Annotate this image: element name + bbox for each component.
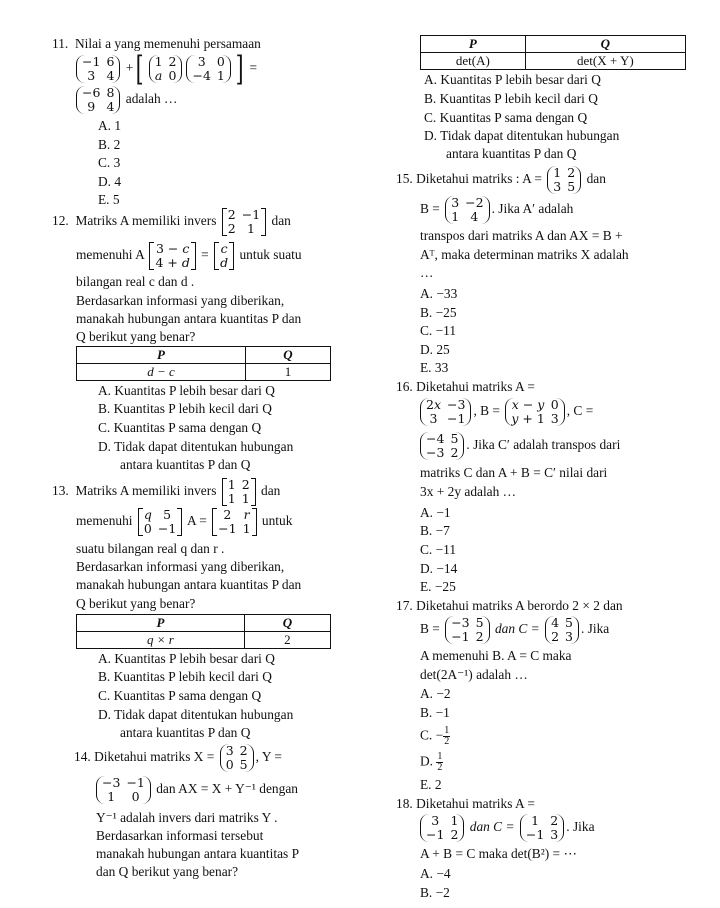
- matrix: −4 5 −3 2: [420, 432, 464, 460]
- matrix: x − y 0 y + 1 3: [505, 398, 564, 426]
- q12-table: [76, 346, 331, 381]
- q18-line3: A + B = C maka det(B²) = ⋯: [420, 846, 577, 861]
- matrix: 3 − c 4 + d: [149, 242, 195, 270]
- matrix: −1 6 3 4: [76, 55, 120, 83]
- q12-option-d[interactable]: D. Tidak dapat ditentukan hubungan: [98, 439, 294, 454]
- q12-line4: Berdasarkan informasi yang diberikan,: [76, 293, 285, 308]
- q12-line2: memenuhi A 3 − c 4 + d = c d untuk suatu: [76, 241, 302, 270]
- q15-option-e[interactable]: E. 33: [420, 360, 449, 375]
- q14-option-d-cont: antara kuantitas P dan Q: [446, 146, 577, 161]
- q13-line6: Q berikut yang benar?: [76, 596, 196, 611]
- matrix: 3 0 −4 1: [186, 55, 230, 83]
- q16-line5: 3x + 2y adalah …: [420, 484, 517, 499]
- q14-option-c[interactable]: C. Kuantitas P sama dengan Q: [424, 110, 588, 125]
- q11-option-a[interactable]: A. 1: [98, 118, 122, 133]
- q12-option-d-cont: antara kuantitas P dan Q: [120, 457, 251, 472]
- q13-line2: memenuhi q 5 0 −1 A = 2 r −1 1 untuk: [76, 507, 293, 536]
- matrix: 1 2 1 1: [222, 478, 256, 506]
- q17-line1: 17. Diketahui matriks A berordo 2 × 2 dan: [396, 598, 623, 613]
- table-header-q: Q: [245, 347, 330, 364]
- matrix: 4 5 2 3: [545, 616, 579, 644]
- fraction: $\frac{1}{2}$: [444, 725, 450, 747]
- q15-option-d[interactable]: D. 25: [420, 342, 450, 357]
- q17-option-a[interactable]: A. −2: [420, 686, 451, 701]
- q15-line3: transpos dari matriks A dan AX = B +: [420, 228, 623, 243]
- q15-option-a[interactable]: A. −33: [420, 286, 458, 301]
- q14-option-a[interactable]: A. Kuantitas P lebih besar dari Q: [424, 72, 601, 87]
- matrix: 2x −3 3 −1: [420, 398, 471, 426]
- fraction: $\frac{1}{2}$: [437, 751, 443, 773]
- q11-option-d[interactable]: D. 4: [98, 174, 122, 189]
- q13-option-b[interactable]: B. Kuantitas P lebih kecil dari Q: [98, 669, 272, 684]
- q16-option-c[interactable]: C. −11: [420, 542, 457, 557]
- q17-option-d[interactable]: D. $\frac{1}{2}$: [420, 751, 443, 773]
- q11-option-e[interactable]: E. 5: [98, 192, 120, 207]
- q13-option-d[interactable]: D. Tidak dapat ditentukan hubungan: [98, 707, 294, 722]
- matrix: 1 2 3 5: [547, 166, 581, 194]
- q13-option-d-cont: antara kuantitas P dan Q: [120, 725, 251, 740]
- table-header-p: P: [421, 36, 526, 53]
- q15-option-c[interactable]: C. −11: [420, 323, 457, 338]
- matrix: 2 r −1 1: [212, 508, 256, 536]
- q14-line2: −3 −1 1 0 dan AX = X + Y⁻¹ dengan: [94, 776, 298, 804]
- q14-line4: Berdasarkan informasi tersebut: [96, 828, 264, 843]
- q13-table: [76, 614, 331, 649]
- q17-option-b[interactable]: B. −1: [420, 705, 450, 720]
- q18-line2: 3 1 −1 2 dan C = 1 2 −1 3 . Jika: [418, 814, 595, 842]
- q17-line2: B = −3 5 −1 2 dan C = 4 5 2 3 . Jika: [420, 615, 610, 644]
- q14-option-b[interactable]: B. Kuantitas P lebih kecil dari Q: [424, 91, 598, 106]
- q18-line1: 18. Diketahui matriks A =: [396, 796, 535, 811]
- matrix: 3 1 −1 2: [420, 814, 464, 842]
- matrix: 1 2 a 0: [149, 55, 183, 83]
- q14-line5: manakah hubungan antara kuantitas P: [96, 846, 300, 861]
- q14-option-d[interactable]: D. Tidak dapat ditentukan hubungan: [424, 128, 620, 143]
- q11-option-c[interactable]: C. 3: [98, 155, 121, 170]
- q12-line5: manakah hubungan antara kuantitas P dan: [76, 311, 302, 326]
- q16-line4: matriks C dan A + B = C′ nilai dari: [420, 465, 608, 480]
- q15-line4: Aᵀ, maka determinan matriks X adalah: [420, 247, 629, 262]
- table-header-p: P: [77, 347, 246, 364]
- q13-line3: suatu bilangan real q dan r .: [76, 541, 225, 556]
- q15-line5: …: [420, 265, 434, 280]
- q14-table: [420, 35, 686, 70]
- q15-line2: B = 3 −2 1 4 . Jika A′ adalah: [420, 195, 574, 224]
- matrix: 3 2 0 5: [220, 744, 254, 772]
- q16-option-a[interactable]: A. −1: [420, 505, 451, 520]
- table-header-p: P: [77, 615, 245, 632]
- table-header-q: Q: [244, 615, 330, 632]
- q15-line1: 15. Diketahui matriks : A = 1 2 3 5 dan: [396, 165, 606, 194]
- table-header-q: Q: [525, 36, 685, 53]
- q17-option-e[interactable]: E. 2: [420, 777, 442, 792]
- q16-option-d[interactable]: D. −14: [420, 561, 458, 576]
- matrix: −3 −1 1 0: [96, 776, 151, 804]
- q17-line3: A memenuhi B. A = C maka: [420, 648, 572, 663]
- q14-line3: Y⁻¹ adalah invers dari matriks Y .: [96, 810, 278, 825]
- q17-line4: det(2A⁻¹) adalah …: [420, 667, 528, 682]
- q12-option-b[interactable]: B. Kuantitas P lebih kecil dari Q: [98, 401, 272, 416]
- table-cell-q: 1: [245, 363, 330, 380]
- q17-option-c[interactable]: C. − $\frac{1}{2}$: [420, 725, 450, 747]
- table-cell-q: det(X + Y): [525, 52, 685, 69]
- table-cell-p: q × r: [77, 631, 245, 648]
- q12-line1: 12. Matriks A memiliki invers 2 −1 2 1 dan: [52, 207, 291, 236]
- q18-option-b[interactable]: B. −2: [420, 885, 450, 900]
- q16-option-e[interactable]: E. −25: [420, 579, 456, 594]
- q13-line4: Berdasarkan informasi yang diberikan,: [76, 559, 285, 574]
- q16-option-b[interactable]: B. −7: [420, 523, 450, 538]
- q13-option-c[interactable]: C. Kuantitas P sama dengan Q: [98, 688, 262, 703]
- q12-option-a[interactable]: A. Kuantitas P lebih besar dari Q: [98, 383, 275, 398]
- q12-option-c[interactable]: C. Kuantitas P sama dengan Q: [98, 420, 262, 435]
- q16-line1: 16. Diketahui matriks A =: [396, 379, 535, 394]
- matrix: 3 −2 1 4: [445, 196, 489, 224]
- matrix: q 5 0 −1: [138, 508, 182, 536]
- table-cell-q: 2: [244, 631, 330, 648]
- q11-line1: 11. Nilai a yang memenuhi persamaan: [52, 36, 261, 51]
- q13-line5: manakah hubungan antara kuantitas P dan: [76, 577, 302, 592]
- q14-line1: 14. Diketahui matriks X = 3 2 0 5 , Y =: [74, 743, 282, 772]
- q15-option-b[interactable]: B. −25: [420, 305, 457, 320]
- q11-option-b[interactable]: B. 2: [98, 137, 121, 152]
- q11-equation: −1 6 3 4 +[ 1 2 a 0 3 0 −4 1 ] =: [74, 54, 257, 84]
- table-cell-p: d − c: [77, 363, 246, 380]
- matrix: −6 8 9 4: [76, 86, 120, 114]
- matrix: −3 5 −1 2: [445, 616, 489, 644]
- table-cell-p: det(A): [421, 52, 526, 69]
- q16-line3: −4 5 −3 2 . Jika C′ adalah transpos dari: [418, 432, 620, 460]
- q14-line6: dan Q berikut yang benar?: [96, 864, 239, 879]
- matrix: 2 −1 2 1: [222, 208, 266, 236]
- q11-equation-rhs: −6 8 9 4 adalah …: [74, 86, 177, 114]
- q13-option-a[interactable]: A. Kuantitas P lebih besar dari Q: [98, 651, 275, 666]
- q16-line2: 2x −3 3 −1 , B = x − y 0 y + 1 3 , C =: [418, 398, 593, 426]
- matrix: 1 2 −1 3: [520, 814, 564, 842]
- q12-line3: bilangan real c dan d .: [76, 274, 195, 289]
- q18-option-a[interactable]: A. −4: [420, 866, 451, 881]
- q13-line1: 13. Matriks A memiliki invers 1 2 1 1 dan: [52, 477, 281, 506]
- matrix: c d: [214, 242, 234, 270]
- q12-line6: Q berikut yang benar?: [76, 329, 196, 344]
